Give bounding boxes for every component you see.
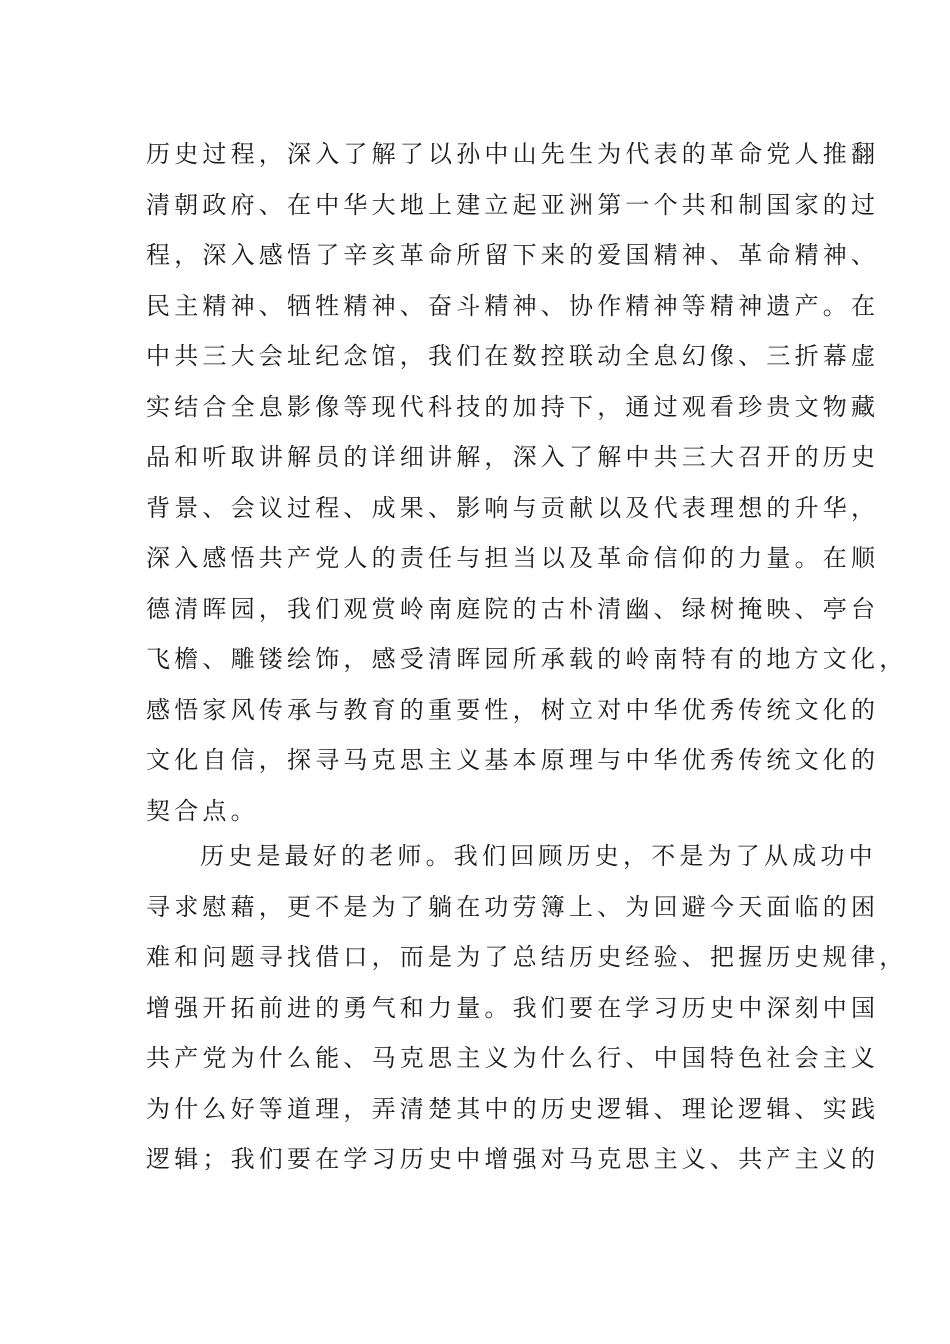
- text-line: 实结合全息影像等现代科技的加持下，通过观看珍贵文物藏: [146, 392, 880, 421]
- text-line: 增强开拓前进的勇气和力量。我们要在学习历史中深刻中国: [146, 993, 880, 1022]
- text-line: 清朝政府、在中华大地上建立起亚洲第一个共和制国家的过: [146, 190, 880, 219]
- text-line: 德清晖园，我们观赏岭南庭院的古朴清幽、绿树掩映、亭台: [146, 594, 880, 623]
- text-line: 难和问题寻找借口，而是为了总结历史经验、把握历史规律，: [146, 943, 908, 971]
- text-line: 程，深入感悟了辛亥革命所留下来的爱国精神、革命精神、: [146, 241, 880, 269]
- text-line-first: 历史是最好的老师。我们回顾历史，不是为了从成功中: [200, 842, 877, 870]
- text-line: 历史过程，深入了解了以孙中山先生为代表的革命党人推翻: [146, 140, 880, 168]
- text-line: 背景、会议过程、成果、影响与贡献以及代表理想的升华，: [146, 493, 880, 522]
- text-line: 逻辑；我们要在学习历史中增强对马克思主义、共产主义的: [146, 1145, 880, 1173]
- text-line: 深入感悟共产党人的责任与担当以及革命信仰的力量。在顺: [146, 544, 880, 572]
- text-line: 寻求慰藉，更不是为了躺在功劳簿上、为回避今天面临的困: [146, 892, 880, 921]
- text-line: 飞檐、雕镂绘饰，感受清晖园所承载的岭南特有的地方文化，: [146, 645, 908, 673]
- text-line: 文化自信，探寻马克思主义基本原理与中华优秀传统文化的: [146, 746, 880, 774]
- text-line: 品和听取讲解员的详细讲解，深入了解中共三大召开的历史: [146, 443, 880, 471]
- paragraph-2: [146, 831, 908, 1185]
- text-line: 民主精神、牺牲精神、奋斗精神、协作精神等精神遗产。在: [146, 291, 880, 320]
- text-line: 契合点。: [146, 796, 259, 825]
- text-line: 中共三大会址纪念馆，我们在数控联动全息幻像、三折幕虚: [146, 342, 880, 370]
- text-line: 为什么好等道理，弄清楚其中的历史逻辑、理论逻辑、实践: [146, 1094, 880, 1123]
- text-line: 感悟家风传承与教育的重要性，树立对中华优秀传统文化的: [146, 695, 880, 724]
- text-line: 共产党为什么能、马克思主义为什么行、中国特色社会主义: [146, 1044, 880, 1072]
- paragraph-1: [146, 129, 908, 836]
